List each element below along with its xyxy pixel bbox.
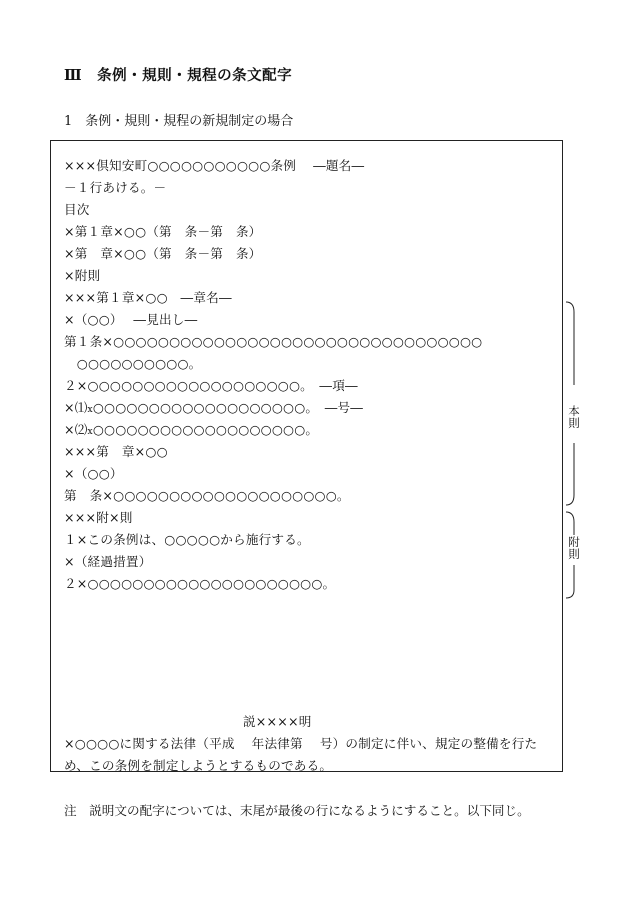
supplementary-1-line: １×この条例は、○○○○○から施行する。 xyxy=(64,532,310,547)
explanation-title: 説××××明 xyxy=(243,714,312,729)
toc-chapter-1: ×第１章×○○（第 条－第 条） xyxy=(64,224,262,239)
item-2-text: ○○○○○○○○○○○○○○○○○○○。 xyxy=(92,422,319,437)
toc-heading: 目次 xyxy=(64,202,90,217)
honsoku-label: 本 則 xyxy=(568,404,580,430)
caption-line: ×（○○） ―見出し― xyxy=(64,312,198,327)
item-2-space: x xyxy=(87,427,93,437)
explanation-line-2: め、この条例を制定しようとするものである。 xyxy=(64,758,333,773)
article-1-continuation: ○○○○○○○○○○。 xyxy=(64,356,202,371)
article-1-line: 第１条×○○○○○○○○○○○○○○○○○○○○○○○○○○○○○○○○○ xyxy=(64,334,483,349)
item-2-line xyxy=(64,419,318,438)
supplementary-heading: ×××附×則 xyxy=(64,510,133,525)
footnote: 注 説明文の配字については、末尾が最後の行になるようにすること。以下同じ。 xyxy=(64,803,530,818)
item-1-space: x xyxy=(87,405,93,415)
example-box xyxy=(50,140,563,772)
title-line: ×××倶知安町○○○○○○○○○○○条例 ―題名― xyxy=(64,158,365,173)
supplementary-2-line: ２×○○○○○○○○○○○○○○○○○○○○○。 xyxy=(64,576,336,591)
sub-heading: 1 条例・規則・規程の新規制定の場合 xyxy=(64,114,294,129)
caption-n-line: ×（○○） xyxy=(64,466,123,481)
toc-chapter-n: ×第 章×○○（第 条－第 条） xyxy=(64,246,262,261)
transition-caption: ×（経過措置） xyxy=(64,554,152,569)
section-heading: Ⅲ 条例・規則・規程の条文配字 xyxy=(64,67,293,84)
paragraph-2-line: ２×○○○○○○○○○○○○○○○○○○○。 ―項― xyxy=(64,378,358,393)
article-n-line: 第 条×○○○○○○○○○○○○○○○○○○○○。 xyxy=(64,488,350,503)
toc-supplementary: ×附則 xyxy=(64,268,101,283)
chapter-1-line: ×××第１章×○○ ―章名― xyxy=(64,290,232,305)
explanation-line-1: ×○○○○に関する法律（平成 年法律第 号）の制定に伴い、規定の整備を行た xyxy=(64,736,538,751)
item-2-number: ×⑵ xyxy=(64,422,88,437)
item-1-line xyxy=(64,397,363,416)
item-1-number: ×⑴ xyxy=(64,400,88,415)
fusoku-label: 附 則 xyxy=(568,535,580,561)
item-1-text: ○○○○○○○○○○○○○○○○○○○。 ―号― xyxy=(92,400,364,415)
chapter-n-line: ×××第 章×○○ xyxy=(64,444,168,459)
blank-line-note: －１行あける。－ xyxy=(64,180,167,195)
